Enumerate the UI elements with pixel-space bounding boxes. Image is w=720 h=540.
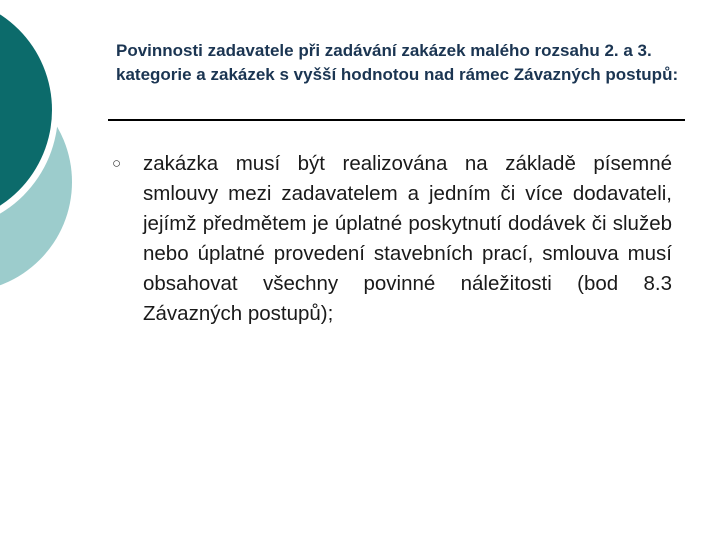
decorative-circles bbox=[0, 0, 120, 300]
bullet-list bbox=[112, 149, 672, 329]
list-item bbox=[112, 149, 672, 329]
bullet-text: zakázka musí být realizována na základě písemné smlouvy mezi zadavatelem a jedním či více dodavateli, jejímž předmětem je úplatné poskytnutí dodávek či služeb nebo úplatné provedení stavebních prací, smlouva musí obsahovat všechny povinné náležitosti (bod 8.3 Závazných postupů); bbox=[143, 152, 672, 325]
slide-title: Povinnosti zadavatele při zadávání zakázek malého rozsahu 2. a 3. kategorie a zakázek s vyšší hodnotou nad rámec Závazných postupů: bbox=[116, 41, 679, 84]
title-divider bbox=[108, 119, 685, 121]
hollow-circle-bullet-icon: ○ bbox=[112, 155, 122, 172]
